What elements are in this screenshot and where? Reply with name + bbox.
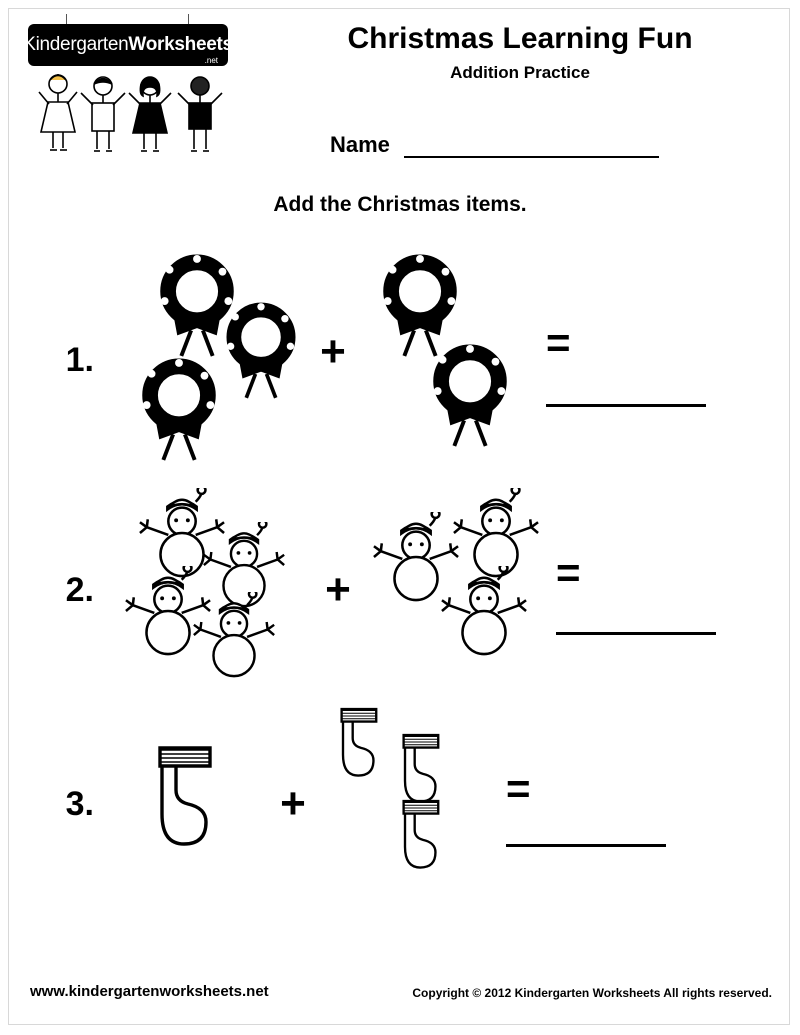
problem-3-answer <box>506 696 686 912</box>
equals-sign-1: = <box>546 319 571 366</box>
title-block <box>260 22 780 83</box>
wreath-icon <box>421 340 519 450</box>
equals-sign-3: = <box>506 765 531 812</box>
logo-text-part2: Worksheets <box>128 34 233 55</box>
problem-row-2 <box>0 484 800 696</box>
wreath-icon <box>130 354 228 464</box>
name-input-line[interactable] <box>404 134 659 158</box>
plus-sign-2: + <box>325 565 351 614</box>
problems-list <box>0 236 800 912</box>
problem-row-1 <box>0 236 800 484</box>
answer-line-2[interactable] <box>556 632 716 635</box>
problem-number-1: 1. <box>65 340 94 379</box>
name-row <box>330 132 760 158</box>
name-label: Name <box>330 132 390 157</box>
problem-1-answer <box>546 236 726 484</box>
page-subtitle: Addition Practice <box>450 63 590 82</box>
problem-2-left-group <box>110 484 310 696</box>
page-title: Christmas Learning Fun <box>347 22 693 55</box>
problem-1-right-group <box>361 236 546 484</box>
page-header <box>0 0 800 180</box>
answer-line-3[interactable] <box>506 844 666 847</box>
logo-sign <box>23 24 233 66</box>
problem-number-2: 2. <box>65 570 94 609</box>
snowman-icon <box>440 566 528 658</box>
instructions-text: Add the Christmas items. <box>273 193 527 216</box>
plus-sign-3: + <box>280 779 306 828</box>
footer-website[interactable]: www.kindergartenworksheets.net <box>30 983 269 1000</box>
problem-1-left-group <box>110 236 305 484</box>
stocking-icon <box>140 732 236 862</box>
problem-2-right-group <box>366 484 556 696</box>
answer-line-1[interactable] <box>546 404 706 407</box>
logo-text-part1: Kindergarten <box>23 34 129 55</box>
children-holding-sign-icon <box>28 66 238 166</box>
site-logo[interactable] <box>20 14 260 174</box>
logo-domain-suffix: .net <box>204 56 218 65</box>
footer-copyright: Copyright © 2012 Kindergarten Worksheets All rights reserved. <box>412 986 772 1000</box>
problem-3-right-group <box>321 696 506 912</box>
plus-sign-1: + <box>320 327 346 376</box>
snowman-icon <box>192 592 276 680</box>
page-footer <box>0 983 800 1007</box>
problem-3-left-group <box>110 696 265 912</box>
problem-number-3: 3. <box>65 784 94 823</box>
problem-2-answer <box>556 484 736 696</box>
equals-sign-2: = <box>556 549 581 596</box>
wreath-icon <box>215 298 307 402</box>
problem-row-3 <box>0 696 800 912</box>
stocking-icon <box>389 790 457 880</box>
stocking-icon <box>327 698 395 788</box>
logo-text <box>23 34 233 56</box>
